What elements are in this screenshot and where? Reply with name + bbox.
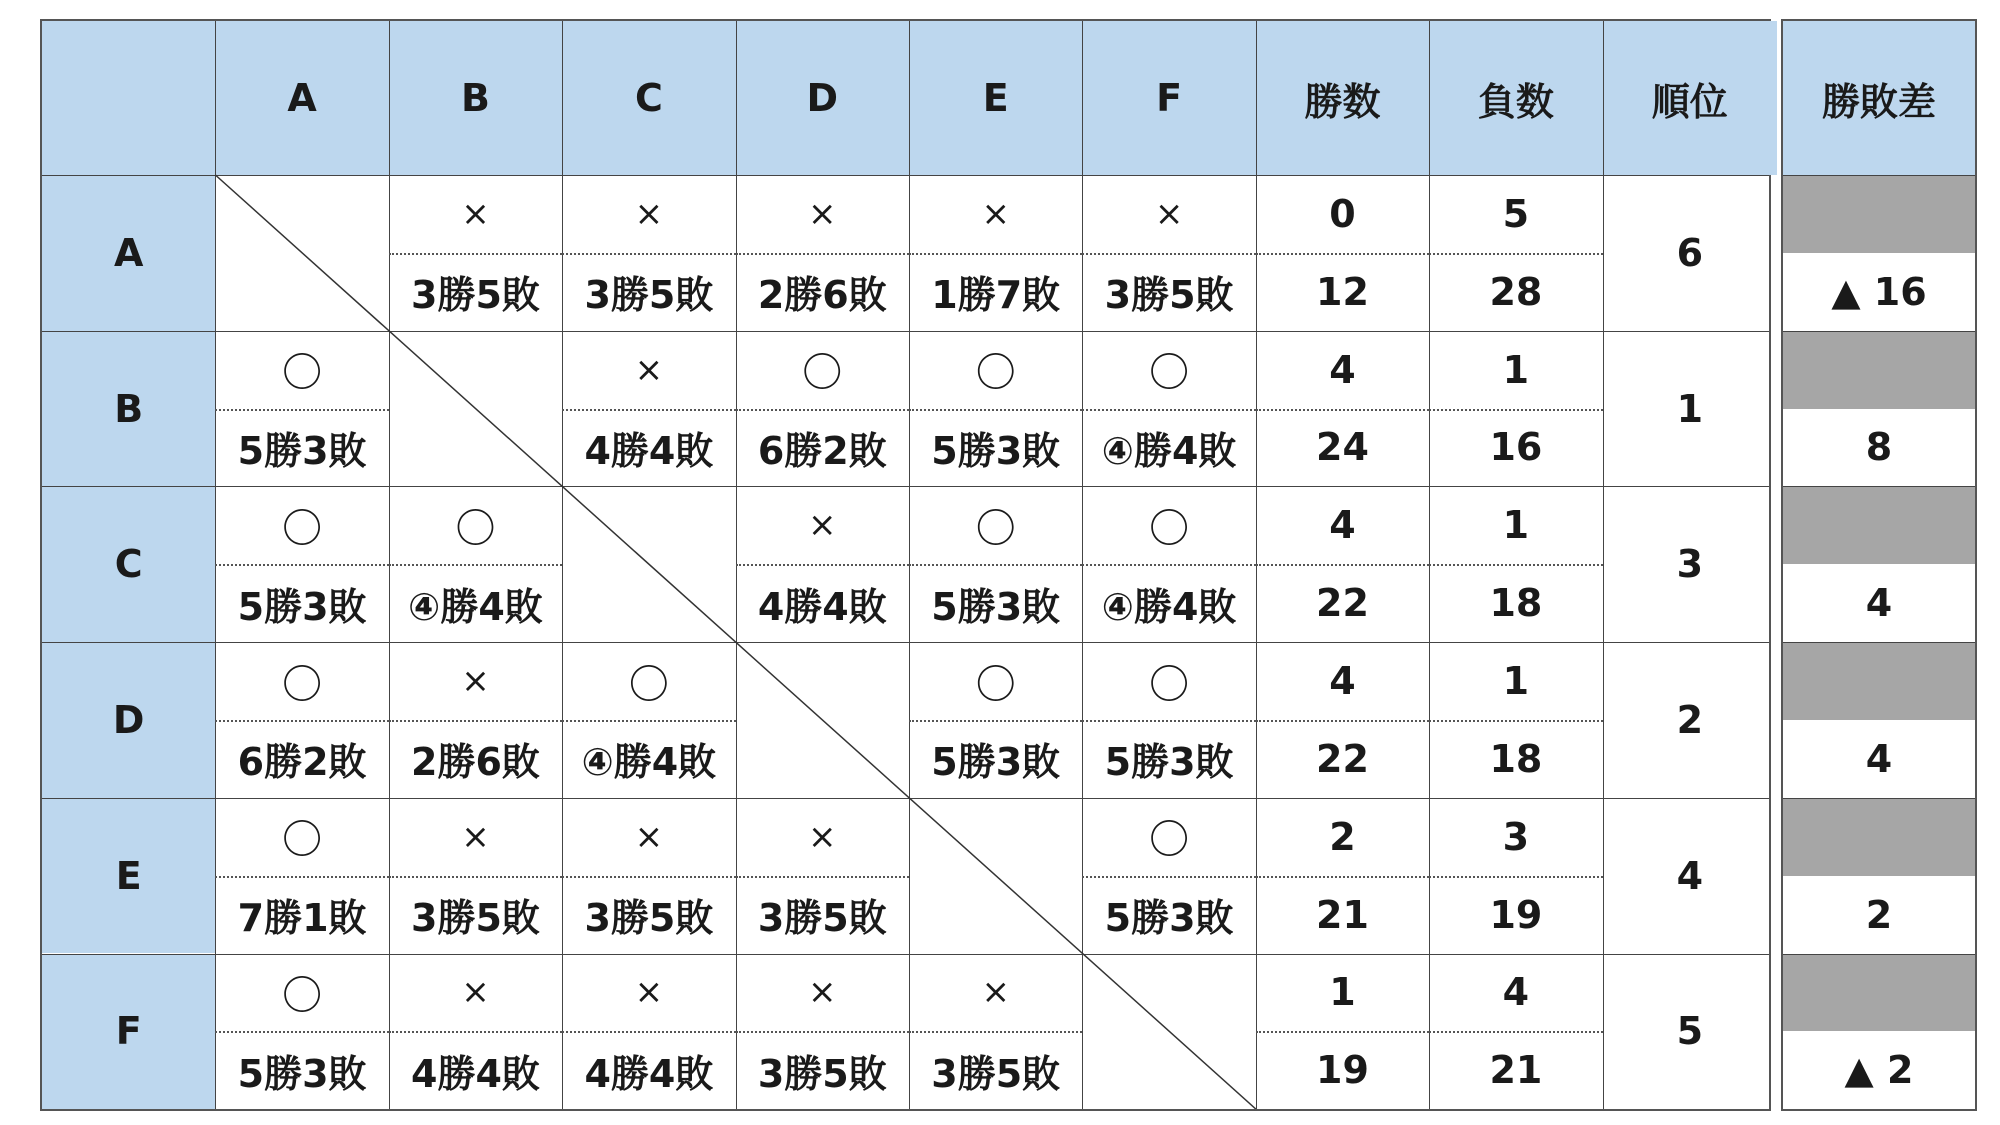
- wins-count: 4: [1329, 659, 1356, 704]
- match-result-c-d: ×: [808, 505, 837, 546]
- match-result-a-d: ×: [808, 193, 837, 234]
- match-result-b-f: 〇: [1149, 350, 1190, 397]
- match-result-e-f: 〇: [1149, 817, 1190, 864]
- match-score-d-b: 2勝6敗: [411, 740, 540, 785]
- game-losses: 18: [1489, 736, 1543, 781]
- diff-shade: [1783, 331, 1975, 409]
- match-score-e-f: 5勝3敗: [1104, 896, 1234, 941]
- match-result-a-f: ×: [1154, 193, 1184, 234]
- header-team-b: B: [389, 21, 562, 175]
- row-label-f: F: [42, 954, 215, 1110]
- losses-count: 5: [1502, 191, 1530, 236]
- match-result-f-d: ×: [808, 972, 837, 1013]
- win-loss-difference-table: [1781, 19, 1977, 1111]
- rank-value: 3: [1676, 542, 1704, 587]
- grid-horizontal-line: [1783, 486, 1975, 487]
- diff-value: ▲ 2: [1844, 1048, 1914, 1093]
- game-losses: 28: [1489, 269, 1543, 314]
- match-result-a-b: ×: [461, 193, 490, 234]
- match-result-f-a: 〇: [282, 972, 323, 1019]
- game-wins: 21: [1316, 892, 1369, 937]
- match-result-c-f: 〇: [1149, 505, 1190, 552]
- game-losses: 21: [1489, 1048, 1543, 1093]
- match-score-b-a: 5勝3敗: [237, 428, 367, 473]
- wins-count: 1: [1329, 970, 1356, 1015]
- match-result-b-d: 〇: [802, 350, 843, 397]
- rank-value: 6: [1676, 230, 1704, 275]
- diff-value: 8: [1865, 425, 1893, 470]
- match-score-e-d: 3勝5敗: [757, 896, 887, 941]
- game-wins: 22: [1316, 581, 1369, 626]
- game-wins: 22: [1316, 736, 1369, 781]
- match-score-a-f: 3勝5敗: [1104, 273, 1234, 318]
- match-score-f-e: 3勝5敗: [931, 1051, 1061, 1096]
- match-score-c-e: 5勝3敗: [931, 584, 1061, 629]
- match-score-c-d: 4勝4敗: [757, 584, 887, 629]
- wins-count: 4: [1329, 503, 1356, 548]
- match-result-c-b: 〇: [455, 505, 496, 552]
- match-result-c-a: 〇: [282, 505, 323, 552]
- wins-count: 4: [1329, 347, 1356, 392]
- diff-shade: [1783, 175, 1975, 253]
- wins-count: 0: [1329, 191, 1356, 236]
- match-score-f-c: 4勝4敗: [584, 1051, 714, 1096]
- diff-value: 4: [1865, 581, 1893, 626]
- game-wins: 19: [1316, 1048, 1369, 1093]
- diff-shade: [1783, 954, 1975, 1032]
- match-score-b-e: 5勝3敗: [931, 428, 1061, 473]
- diff-value: ▲ 16: [1831, 269, 1927, 314]
- match-result-b-c: ×: [634, 349, 664, 390]
- match-score-d-a: 6勝2敗: [237, 740, 367, 785]
- match-result-f-b: ×: [461, 972, 490, 1013]
- match-score-b-f: ④勝4敗: [1101, 428, 1237, 473]
- match-score-b-c: 4勝4敗: [584, 428, 714, 473]
- match-result-d-f: 〇: [1149, 661, 1190, 708]
- match-score-c-f: ④勝4敗: [1101, 584, 1237, 629]
- losses-count: 1: [1502, 503, 1530, 548]
- match-score-f-a: 5勝3敗: [237, 1051, 367, 1096]
- match-score-c-b: ④勝4敗: [408, 584, 543, 629]
- match-result-d-e: 〇: [975, 661, 1016, 708]
- row-label-b: B: [42, 331, 215, 487]
- game-wins: 24: [1316, 425, 1369, 470]
- match-score-d-c: ④勝4敗: [581, 740, 717, 785]
- match-score-e-a: 7勝1敗: [237, 896, 367, 941]
- diff-value: 4: [1865, 736, 1893, 781]
- header-losses: 負数: [1429, 21, 1602, 175]
- match-score-e-b: 3勝5敗: [411, 896, 540, 941]
- game-losses: 16: [1489, 425, 1543, 470]
- match-result-e-d: ×: [808, 816, 837, 857]
- diff-shade: [1783, 798, 1975, 876]
- game-losses: 18: [1489, 581, 1543, 626]
- header-team-a: A: [215, 21, 388, 175]
- losses-count: 3: [1502, 814, 1530, 859]
- standings-table: [40, 19, 1771, 1111]
- match-result-e-a: 〇: [282, 817, 323, 864]
- rank-value: 5: [1676, 1009, 1704, 1054]
- match-result-b-e: 〇: [975, 350, 1016, 397]
- rank-value: 1: [1676, 386, 1704, 431]
- match-result-f-c: ×: [634, 972, 664, 1013]
- match-result-f-e: ×: [981, 972, 1010, 1013]
- rank-value: 4: [1676, 853, 1704, 898]
- losses-count: 4: [1502, 970, 1530, 1015]
- grid-horizontal-line: [1783, 175, 1975, 176]
- diff-shade: [1783, 486, 1975, 564]
- match-result-e-b: ×: [461, 816, 490, 857]
- header-rank: 順位: [1603, 21, 1777, 175]
- game-wins: 12: [1316, 269, 1369, 314]
- row-label-a: A: [42, 175, 215, 331]
- match-score-f-b: 4勝4敗: [411, 1051, 540, 1096]
- row-label-d: D: [42, 642, 215, 798]
- match-result-a-e: ×: [981, 193, 1010, 234]
- match-score-c-a: 5勝3敗: [237, 584, 367, 629]
- grid-horizontal-line: [1783, 642, 1975, 643]
- match-score-e-c: 3勝5敗: [584, 896, 714, 941]
- diagonal-line: [215, 175, 1255, 1109]
- match-score-d-e: 5勝3敗: [931, 740, 1061, 785]
- header-team-c: C: [562, 21, 735, 175]
- header-diff: 勝敗差: [1783, 21, 1975, 175]
- grid-horizontal-line: [1783, 331, 1975, 332]
- header-team-f: F: [1082, 21, 1255, 175]
- match-result-a-c: ×: [634, 193, 664, 234]
- match-score-a-c: 3勝5敗: [584, 273, 714, 318]
- match-result-b-a: 〇: [282, 350, 323, 397]
- losses-count: 1: [1502, 347, 1530, 392]
- match-score-a-d: 2勝6敗: [757, 273, 887, 318]
- grid-horizontal-line: [1783, 798, 1975, 799]
- match-result-d-c: 〇: [628, 661, 669, 708]
- header-team-e: E: [909, 21, 1082, 175]
- header-wins: 勝数: [1256, 21, 1429, 175]
- diff-shade: [1783, 642, 1975, 720]
- match-score-d-f: 5勝3敗: [1104, 740, 1234, 785]
- match-score-f-d: 3勝5敗: [757, 1051, 887, 1096]
- self-match-diagonal: [42, 21, 1769, 1109]
- match-result-d-b: ×: [461, 661, 490, 702]
- header-team-d: D: [736, 21, 909, 175]
- wins-count: 2: [1329, 814, 1356, 859]
- match-result-e-c: ×: [634, 816, 664, 857]
- row-label-e: E: [42, 798, 215, 954]
- match-score-a-b: 3勝5敗: [411, 273, 540, 318]
- match-result-d-a: 〇: [282, 661, 323, 708]
- match-score-b-d: 6勝2敗: [757, 428, 887, 473]
- match-score-a-e: 1勝7敗: [931, 273, 1061, 318]
- diff-value: 2: [1865, 892, 1893, 937]
- rank-value: 2: [1676, 697, 1704, 742]
- row-label-c: C: [42, 486, 215, 642]
- match-result-c-e: 〇: [975, 505, 1016, 552]
- losses-count: 1: [1502, 659, 1530, 704]
- game-losses: 19: [1489, 892, 1543, 937]
- grid-horizontal-line: [1783, 954, 1975, 955]
